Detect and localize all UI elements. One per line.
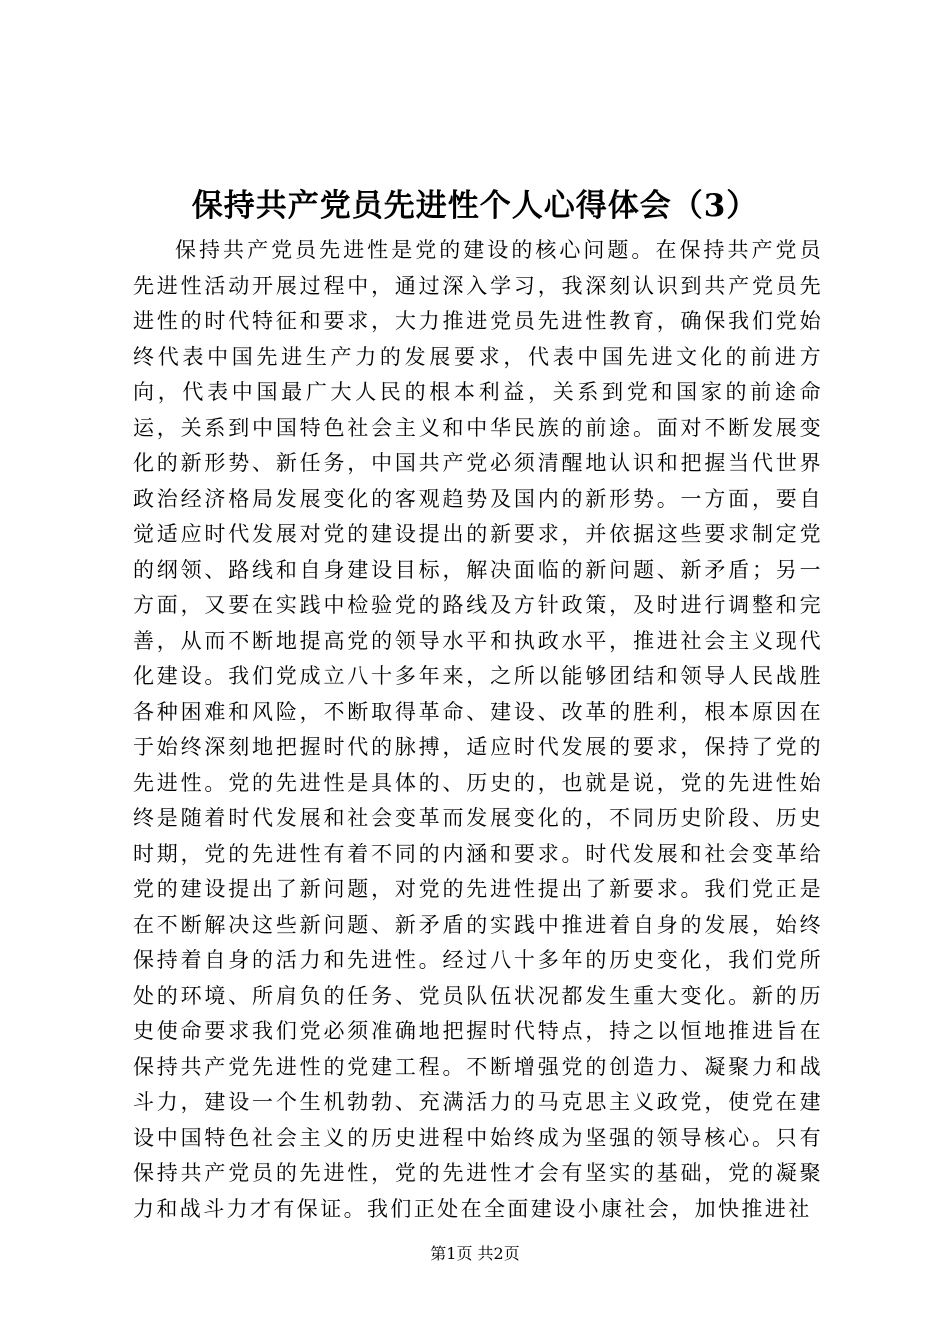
body-paragraph: 保持共产党员先进性是党的建设的核心问题。在保持共产党员先进性活动开展过程中，通过深入学习，我深刻认识到共产党员先进性的时代特征和要求，大力推进党员先进性教育，确保我们党始终代表中国先进生产力的发展要求，代表中国先进文化的前进方向，代表中国最广大人民的根本利益，关系到党和国家的前途命运，关系到中国特色社会主义和中华民族的前途。面对不断发展变化的新形势、新任务，中国共产党必须清醒地认识和把握当代世界政治经济格局发展变化的客观趋势及国内的新形势。一方面，要自觉适应时代发展对党的建设提出的新要求，并依据这些要求制定党的纲领、路线和自身建设目标，解决面临的新问题、新矛盾；另一方面，又要在实践中检验党的路线及方针政策，及时进行调整和完善，从而不断地提高党的领导水平和执政水平，推进社会主义现代化建设。我们党成立八十多年来，之所以能够团结和领导人民战胜各种困难和风险，不断取得革命、建设、改革的胜利，根本原因在于始终深刻地把握时代的脉搏，适应时代发展的要求，保持了党的先进性。党的先进性是具体的、历史的，也就是说，党的先进性始终是随着时代发展和社会变革而发展变化的，不同历史阶段、历史时期，党的先进性有着不同的内涵和要求。时代发展和社会变革给党的建设提出了新问题，对党的先进性提出了新要求。我们党正是在不断解决这些新问题、新矛盾的实践中推进着自身的发展，始终保持着自身的活力和先进性。经过八十多年的历史变化，我们党所处的环境、所肩负的任务、党员队伍状况都发生重大变化。新的历史使命要求我们党必须准确地把握时代特点，持之以恒地推进旨在保持共产党先进性的党建工程。不断增强党的创造力、凝聚力和战斗力，建设一个生机勃勃、充满活力的马克思主义政党，使党在建设中国特色社会主义的历史进程中始终成为坚强的领导核心。只有保持共产党员的先进性，党的先进性才会有坚实的基础，党的凝聚力和战斗力才有保证。我们正处在全面建设小康社会，加快推进社 bbox=[133, 238, 823, 1221]
page-number: 第1页 共2页 bbox=[430, 1244, 520, 1263]
document-body bbox=[133, 233, 823, 1227]
document-title: 保持共产党员先进性个人心得体会（3） bbox=[191, 188, 759, 224]
